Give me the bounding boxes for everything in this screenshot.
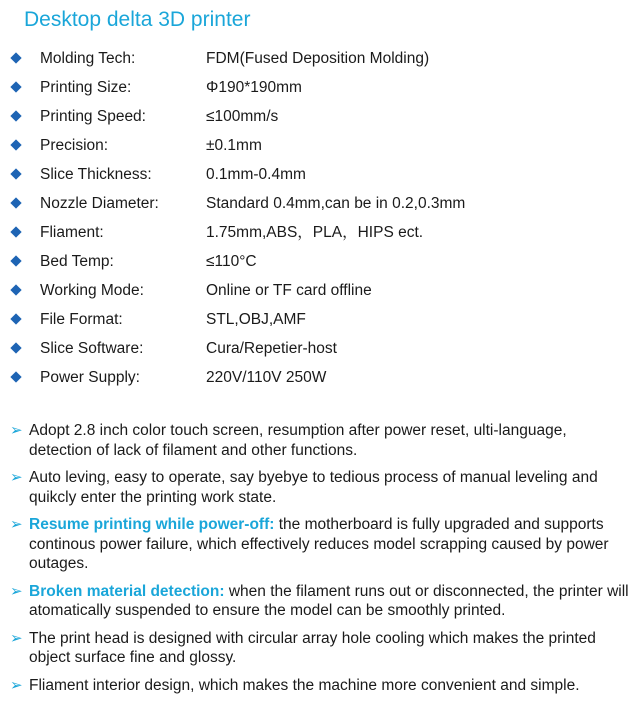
spec-value: 0.1mm-0.4mm	[206, 166, 306, 183]
diamond-bullet-icon	[10, 197, 21, 208]
diamond-bullet-icon	[10, 226, 21, 237]
diamond-bullet-icon	[10, 52, 21, 63]
spec-row-printing-size	[0, 73, 642, 102]
feature-item	[0, 468, 642, 507]
diamond-bullet-icon	[10, 342, 21, 353]
spec-value: FDM(Fused Deposition Molding)	[206, 50, 430, 67]
feature-text: The print head is designed with circular array hole cooling which makes the printed object surface fine and glossy.	[29, 629, 596, 666]
spec-label: Printing Size:	[40, 79, 132, 96]
spec-value: Φ190*190mm	[206, 79, 302, 96]
feature-text: when the filament runs out or disconnected, the printer will atomatically suspended to ensure the model can be smoothly printed.	[29, 582, 629, 619]
feature-list	[0, 421, 642, 703]
spec-value: Online or TF card offline	[206, 282, 372, 299]
spec-value: Standard 0.4mm,can be in 0.2,0.3mm	[206, 195, 466, 212]
arrow-bullet-icon: ➢	[10, 516, 23, 533]
spec-value: ≤110°C	[206, 253, 257, 270]
diamond-bullet-icon	[10, 284, 21, 295]
spec-row-printing-speed	[0, 102, 642, 131]
spec-row-working-mode	[0, 276, 642, 305]
spec-row-filament	[0, 218, 642, 247]
spec-label: Precision:	[40, 137, 109, 154]
spec-label: Slice Software:	[40, 340, 144, 357]
spec-value: Cura/Repetier-host	[206, 340, 337, 357]
diamond-bullet-icon	[10, 255, 21, 266]
spec-row-bed-temp	[0, 247, 642, 276]
feature-item	[0, 421, 642, 460]
spec-row-precision	[0, 131, 642, 160]
diamond-bullet-icon	[10, 313, 21, 324]
spec-row-nozzle-diameter	[0, 189, 642, 218]
feature-item	[0, 582, 642, 621]
feature-item	[0, 515, 642, 574]
spec-row-power-supply	[0, 363, 642, 392]
arrow-bullet-icon: ➢	[10, 676, 23, 694]
arrow-bullet-icon: ➢	[10, 629, 23, 647]
diamond-bullet-icon	[10, 81, 21, 92]
diamond-bullet-icon	[10, 139, 21, 150]
feature-highlight: Broken material detection:	[29, 582, 225, 600]
spec-label: Nozzle Diameter:	[40, 195, 159, 212]
spec-label: Molding Tech:	[40, 50, 136, 67]
spec-label: Printing Speed:	[40, 108, 146, 125]
spec-value: 1.75mm,ABS，PLA，HIPS ect.	[206, 224, 424, 241]
spec-label: Fliament:	[40, 224, 104, 241]
spec-row-slice-software	[0, 334, 642, 363]
spec-label: Working Mode:	[40, 282, 144, 299]
spec-row-file-format	[0, 305, 642, 334]
spec-label: Bed Temp:	[40, 253, 114, 270]
spec-row-molding-tech	[0, 44, 642, 73]
feature-text: the motherboard is fully upgraded and supports continous power failure, which effectively reduces model scrapping caused by power outages.	[29, 516, 609, 572]
spec-label: Power Supply:	[40, 369, 140, 386]
feature-highlight: Resume printing while power-off:	[29, 516, 275, 533]
diamond-bullet-icon	[10, 168, 21, 179]
arrow-bullet-icon: ➢	[10, 469, 23, 486]
spec-value: ±0.1mm	[206, 137, 262, 154]
spec-label: File Format:	[40, 311, 123, 328]
feature-item	[0, 676, 642, 696]
feature-text: Fliament interior design, which makes the machine more convenient and simple.	[29, 676, 580, 694]
arrow-bullet-icon: ➢	[10, 582, 23, 600]
spec-row-slice-thickness	[0, 160, 642, 189]
spec-value: ≤100mm/s	[206, 108, 279, 125]
feature-text: Auto leving, easy to operate, say byebye to tedious process of manual leveling and quikcly enter the printing work state.	[29, 469, 598, 506]
arrow-bullet-icon: ➢	[10, 422, 23, 439]
spec-label: Slice Thickness:	[40, 166, 152, 183]
spec-value: STL,OBJ,AMF	[206, 311, 306, 328]
page-title: Desktop delta 3D printer	[24, 8, 251, 31]
feature-text: Adopt 2.8 inch color touch screen, resumption after power reset, ulti-language, detection of lack of filament and other functions.	[29, 422, 567, 459]
feature-item	[0, 629, 642, 668]
diamond-bullet-icon	[10, 110, 21, 121]
spec-list	[0, 44, 642, 392]
spec-value: 220V/110V 250W	[206, 369, 327, 386]
diamond-bullet-icon	[10, 371, 21, 382]
